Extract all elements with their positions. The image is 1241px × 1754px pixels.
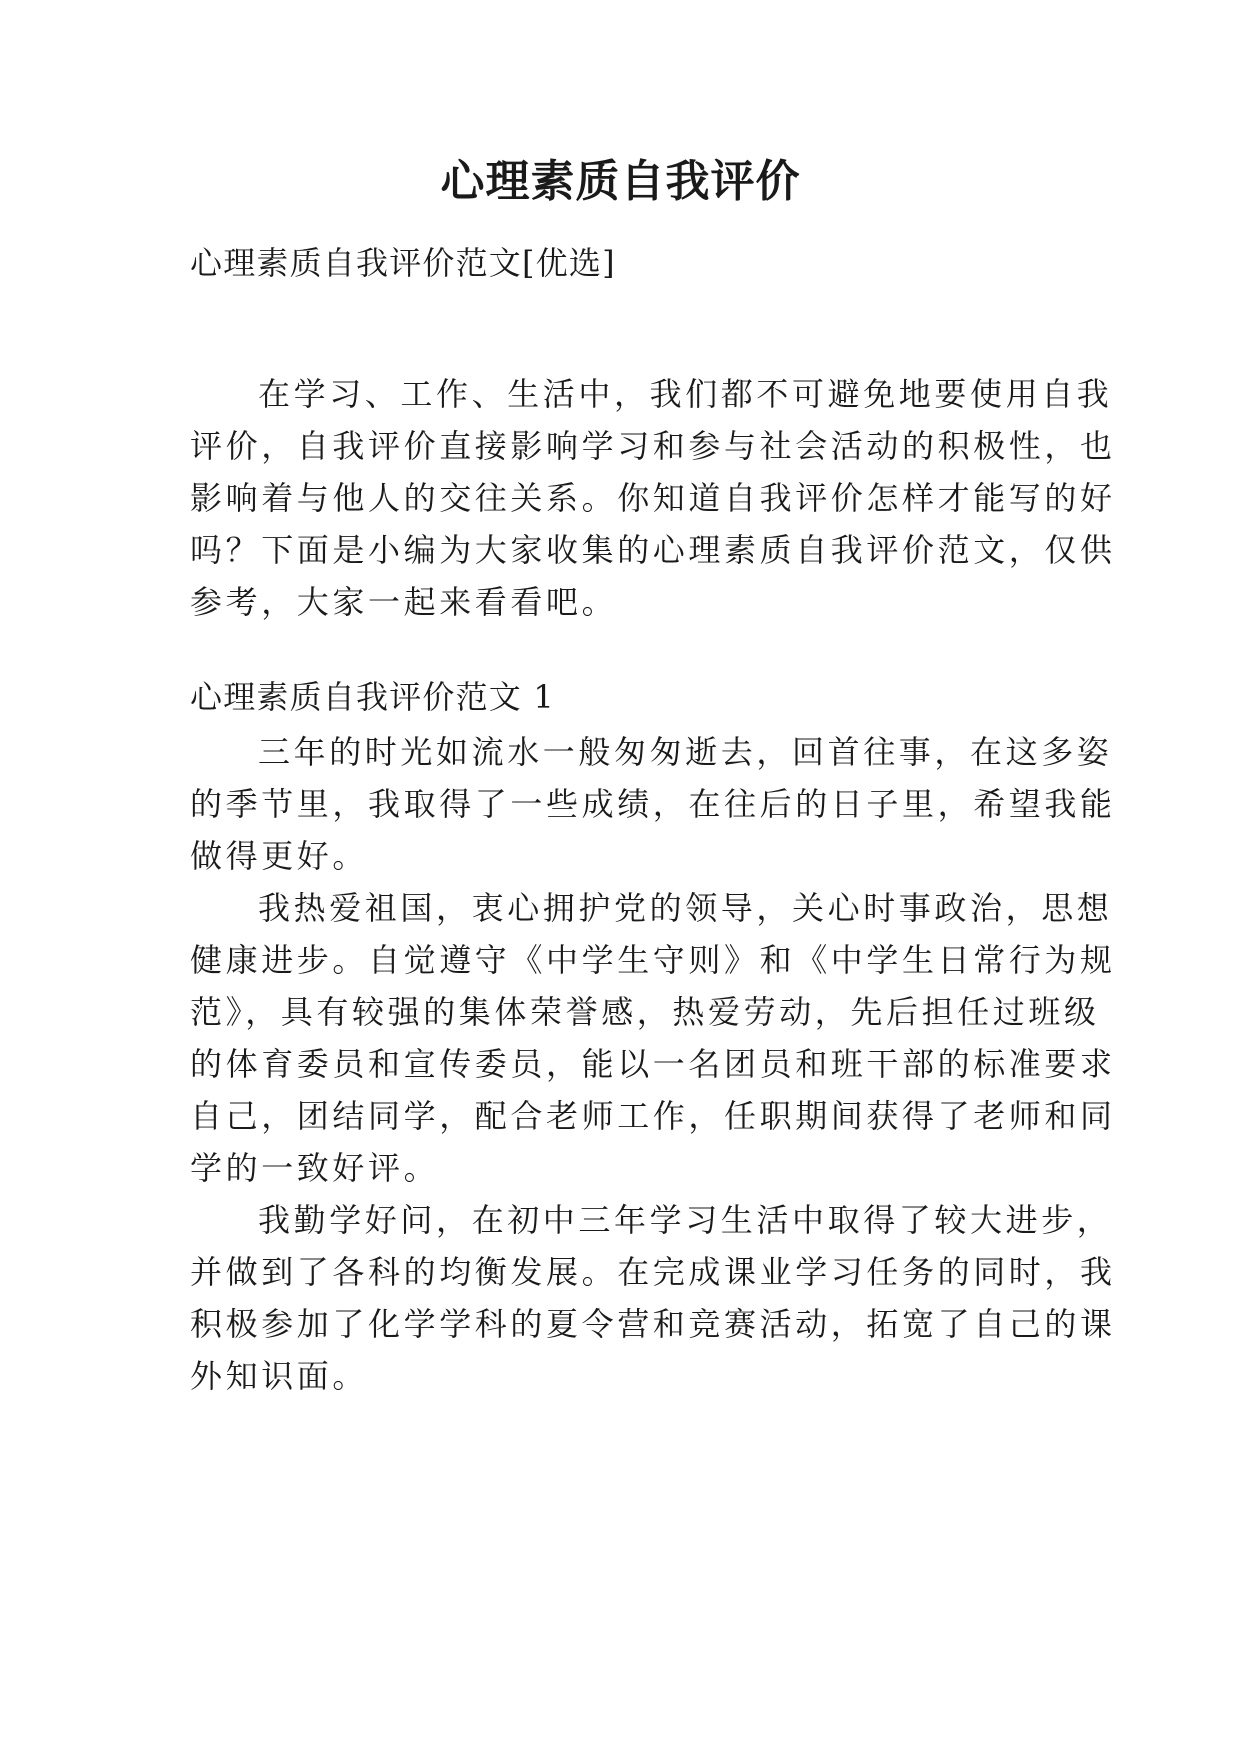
paragraph-line: 外知识面。: [190, 1357, 369, 1395]
paragraph-line: 积极参加了化学学科的夏令营和竞赛活动，拓宽了自己的课: [190, 1305, 1116, 1343]
paragraph-line: 做得更好。: [190, 837, 369, 875]
document-subtitle: 心理素质自我评价范文[优选]: [190, 244, 616, 282]
paragraph-line: 三年的时光如流水一般匆匆逝去，回首往事，在这多姿: [258, 733, 1113, 771]
intro-line: 参考，大家一起来看看吧。: [190, 583, 618, 621]
paragraph-line: 的体育委员和宣传委员，能以一名团员和班干部的标准要求: [190, 1045, 1116, 1083]
intro-line: 影响着与他人的交往关系。你知道自我评价怎样才能写的好: [190, 479, 1116, 517]
paragraph-line: 健康进步。自觉遵守《中学生守则》和《中学生日常行为规: [190, 941, 1116, 979]
intro-line: 在学习、工作、生活中，我们都不可避免地要使用自我: [258, 375, 1113, 413]
paragraph-line: 我热爱祖国，衷心拥护党的领导，关心时事政治，思想: [258, 889, 1113, 927]
intro-line: 吗？下面是小编为大家收集的心理素质自我评价范文，仅供: [190, 531, 1116, 569]
paragraph-line: 我勤学好问，在初中三年学习生活中取得了较大进步，: [258, 1201, 1113, 1239]
document-title: 心理素质自我评价: [440, 156, 801, 207]
paragraph-line: 范》，具有较强的集体荣誉感，热爱劳动，先后担任过班级: [190, 993, 1100, 1031]
paragraph-line: 的季节里，我取得了一些成绩，在往后的日子里，希望我能: [190, 785, 1116, 823]
paragraph-line: 自己，团结同学，配合老师工作，任职期间获得了老师和同: [190, 1097, 1116, 1135]
section-heading: 心理素质自我评价范文 1: [190, 678, 555, 716]
paragraph-line: 并做到了各科的均衡发展。在完成课业学习任务的同时，我: [190, 1253, 1116, 1291]
intro-line: 评价，自我评价直接影响学习和参与社会活动的积极性，也: [190, 427, 1116, 465]
paragraph-line: 学的一致好评。: [190, 1149, 440, 1187]
